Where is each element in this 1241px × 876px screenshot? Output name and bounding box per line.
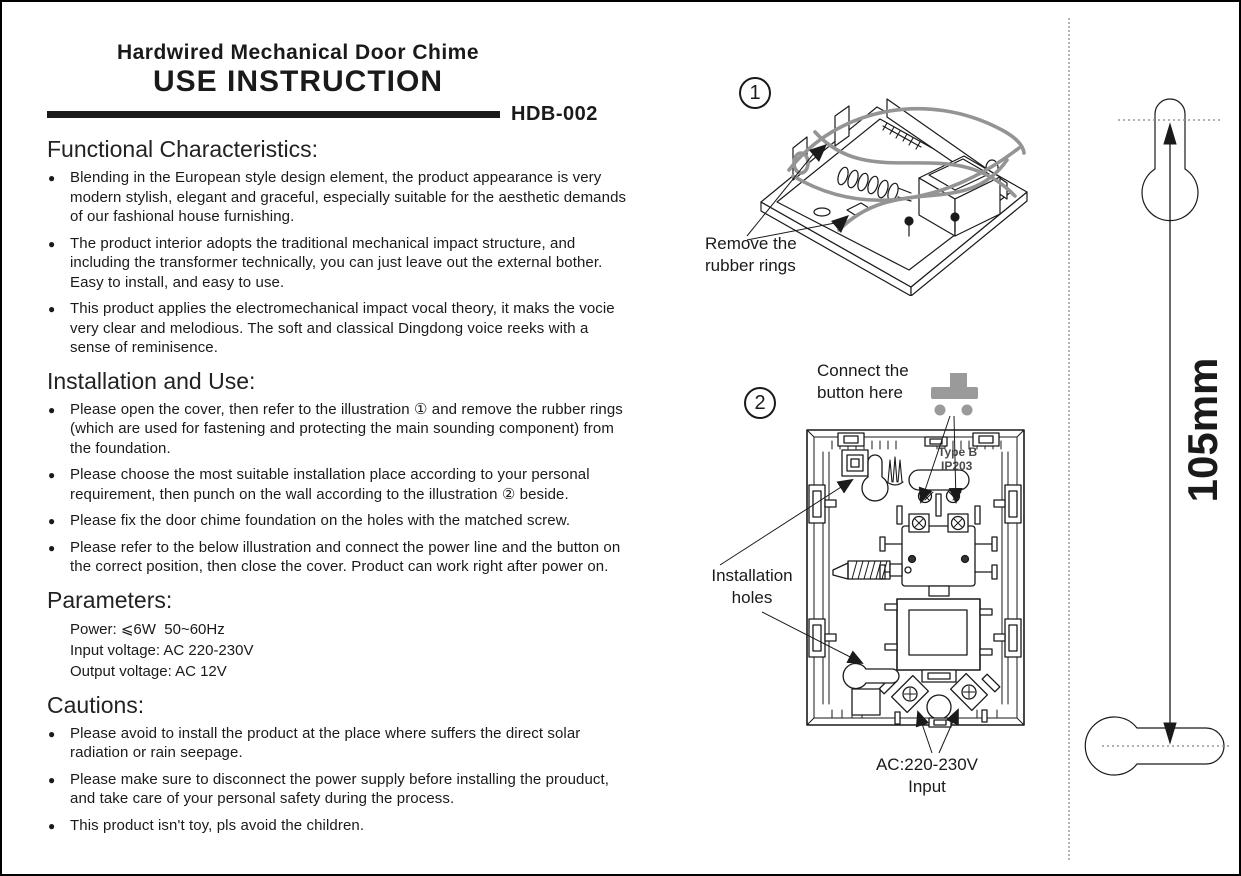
list-item: ● Please make sure to disconnect the power supply before installing the prouduct, and take care of your personal safety during the process.	[47, 770, 631, 809]
figure1-label	[705, 233, 797, 277]
model-number: HDB-002	[511, 103, 598, 125]
cautions-list	[47, 724, 631, 836]
list-item: ● Please refer to the below illustration and connect the power line and the button on the correct position, then close the cover. Product can work right after power on.	[47, 538, 631, 577]
list-item: ● Please open the cover, then refer to the illustration ① and remove the rubber rings (which are used for fastening and protecting the main sounding component) from the foundation.	[47, 400, 631, 459]
list-item: ● Please choose the most suitable installation place according to your personal requirement, then punch on the wall according to the illustration ② beside.	[47, 465, 631, 504]
parameter-power: Power: ⩽6W 50~60Hz	[70, 620, 225, 638]
section-heading-installation: Installation and Use:	[47, 367, 256, 394]
list-item: ● This product isn't toy, pls avoid the children.	[47, 816, 631, 836]
holes-label-line2: holes	[731, 588, 773, 607]
ac-label-line2: Input	[908, 777, 946, 796]
figure1-label-line1: Remove the	[705, 234, 797, 253]
list-item: ● This product applies the electromechanical impact vocal theory, it maks the vocie very clear and melodious. The soft and classical Dingdong voice reeks with a sense of reminisence.	[47, 299, 631, 358]
header	[47, 40, 549, 98]
transformer	[885, 599, 992, 682]
parameters-list	[70, 619, 631, 682]
wire-opening	[852, 689, 880, 715]
figure1-number-badge: 1	[739, 77, 771, 109]
parameter-input-voltage: Input voltage: AC 220-230V	[70, 641, 254, 659]
page-title: USE INSTRUCTION	[152, 65, 443, 98]
title-rule	[47, 103, 631, 126]
functional-list	[47, 168, 631, 358]
rule-bar	[47, 111, 500, 118]
dimension-value: 105mm	[1179, 357, 1226, 503]
ip-label: IP203	[941, 459, 973, 473]
push-button-icon	[931, 373, 978, 416]
connect-label-line1: Connect the	[817, 361, 909, 380]
list-item: ● Please fix the door chime foundation on the holes with the matched screw.	[47, 511, 631, 531]
section-heading-cautions: Cautions:	[47, 691, 145, 718]
list-item: ● The product interior adopts the traditional mechanical impact structure, and including the transformer technically, you can just leave out the external bother. Easy to install, and easy to use.	[47, 234, 631, 293]
list-item: ● Please avoid to install the product at the place where suffers the direct solar radiation or rain seepage.	[47, 724, 631, 763]
ac-label-line1: AC:220-230V	[875, 755, 979, 774]
type-label: Type B	[938, 445, 978, 459]
text-column	[47, 40, 631, 842]
product-name: Hardwired Mechanical Door Chime	[116, 41, 480, 64]
installation-list	[47, 400, 631, 577]
ac-input-label	[860, 754, 994, 798]
section-heading-parameters: Parameters:	[47, 586, 173, 613]
connect-label-line2: button here	[817, 383, 904, 402]
section-heading-functional: Functional Characteristics:	[47, 136, 318, 162]
figure2-number-badge: 2	[744, 387, 776, 419]
installation-holes-label	[699, 565, 805, 609]
holes-label-line1: Installation	[711, 566, 793, 585]
list-item: ● Blending in the European style design element, the product appearance is very modern stylish, elegant and graceful, especially suitable for the aesthetic demands of our fashional house furnishing.	[47, 168, 631, 227]
dimension-drawing	[1074, 52, 1239, 832]
figure1-label-line2: rubber rings	[705, 256, 796, 275]
button-terminal-block	[909, 470, 969, 490]
parameter-output-voltage: Output voltage: AC 12V	[70, 662, 227, 680]
dotted-divider	[1068, 18, 1070, 860]
